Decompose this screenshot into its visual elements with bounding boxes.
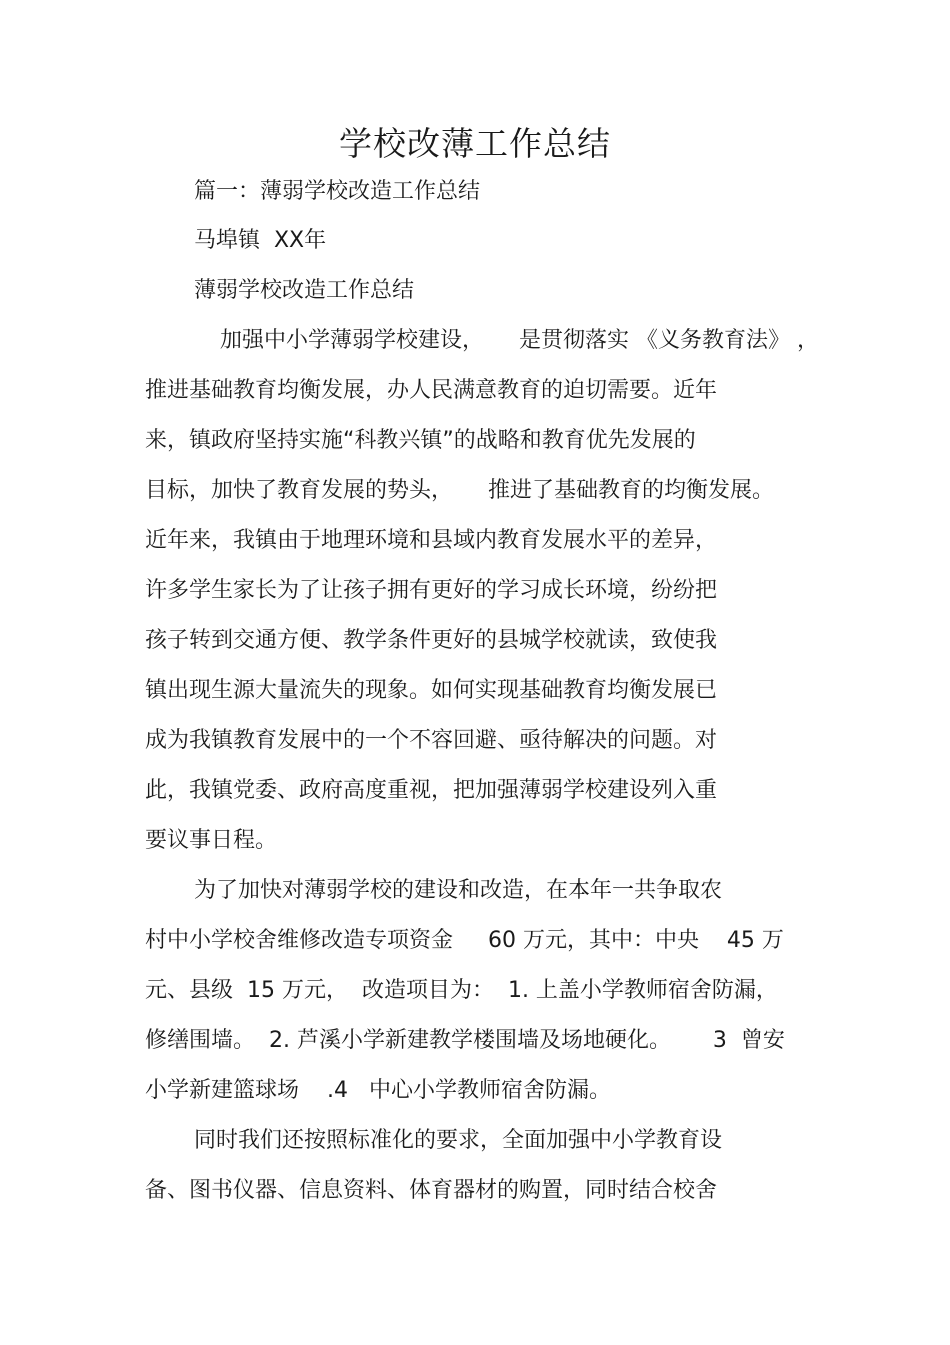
text-line: 此，我镇党委、政府高度重视，把加强薄弱学校建设列入重 [145,778,718,803]
text-line: 要议事日程。 [145,828,278,853]
document-title: 学校改薄工作总结 [339,124,611,163]
text-line: 小学新建篮球场 .4 中心小学教师宿舍防漏。 [145,1078,611,1103]
text-line: 修缮围墙。 2. 芦溪小学新建教学楼围墙及场地硬化。 3 曾安 [145,1028,785,1053]
text-line: 近年来，我镇由于地理环境和县域内教育发展水平的差异， [145,528,718,553]
text-line: 薄弱学校改造工作总结 [194,278,415,303]
text-line: 备、图书仪器、信息资料、体育器材的购置，同时结合校舍 [145,1178,718,1203]
text-line: 成为我镇教育发展中的一个不容回避、亟待解决的问题。对 [145,728,718,753]
text-line: 为了加快对薄弱学校的建设和改造，在本年一共争取农 [194,878,723,903]
text-line: 加强中小学薄弱学校建设， 是贯彻落实 《义务教育法》 ， [220,328,819,353]
text-line: 同时我们还按照标准化的要求，全面加强中小学教育设 [194,1128,723,1153]
text-line: 来，镇政府坚持实施“科教兴镇”的战略和教育优先发展的 [145,428,696,453]
text-line: 目标，加快了教育发展的势头， 推进了基础教育的均衡发展。 [145,478,774,503]
text-line: 村中小学校舍维修改造专项资金 60 万元，其中：中央 45 万 [145,928,784,953]
text-line: 孩子转到交通方便、教学条件更好的县城学校就读，致使我 [145,628,718,653]
text-line: 元、县级 15 万元， 改造项目为： 1. 上盖小学教师宿舍防漏， [145,978,778,1003]
text-line: 推进基础教育均衡发展，办人民满意教育的迫切需要。近年 [145,378,718,403]
text-line: 篇一：薄弱学校改造工作总结 [194,179,481,204]
text-line: 许多学生家长为了让孩子拥有更好的学习成长环境，纷纷把 [145,578,718,603]
text-line: 马埠镇 XX年 [194,228,327,253]
text-line: 镇出现生源大量流失的现象。如何实现基础教育均衡发展已 [145,678,718,703]
